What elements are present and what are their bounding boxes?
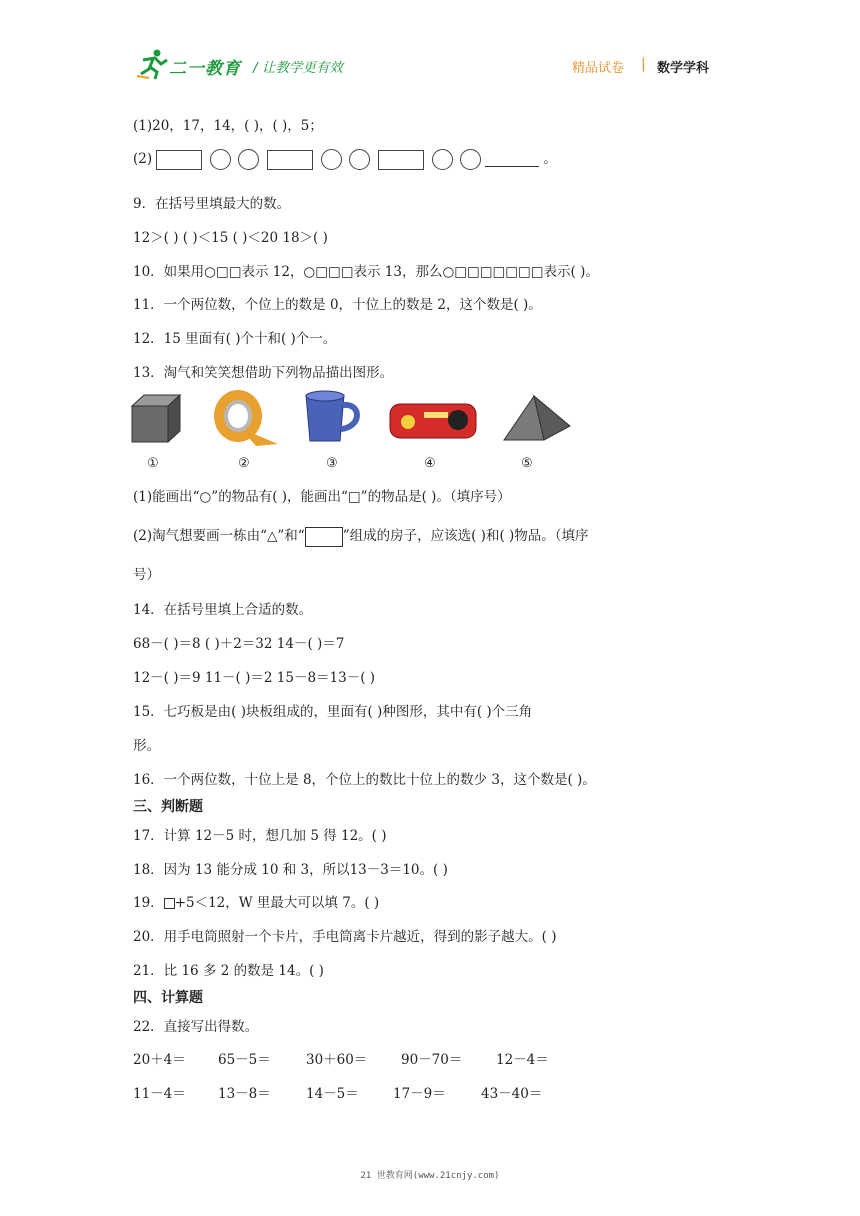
calc-item: 12－4＝ <box>496 1052 549 1068</box>
item-label-5: ⑤ <box>521 456 533 471</box>
q10: 10．如果用○□□表示 12，○□□□表示 13，那么○□□□□□□□表示( )。 <box>133 264 599 280</box>
q18: 18．因为 13 能分成 10 和 3，所以13－3＝10。( ) <box>133 862 448 878</box>
logo-text: 二一教育 <box>169 59 241 79</box>
calc-item: 43－40＝ <box>481 1086 543 1102</box>
calc-item: 11－4＝ <box>133 1086 186 1102</box>
calc-item: 14－5＝ <box>306 1086 359 1102</box>
calc-item: 30＋60＝ <box>306 1052 368 1068</box>
pattern-circle <box>432 149 453 170</box>
q15-line1: 15．七巧板是由( )块板组成的，里面有( )种图形，其中有( )个三角 <box>133 704 533 720</box>
q12: 12．15 里面有( )个十和( )个一。 <box>133 331 337 347</box>
pattern-circle <box>460 149 481 170</box>
header-tag-right: 数学学科 <box>657 61 710 76</box>
q8-part2-prefix: (2) <box>133 151 153 167</box>
q13-part1: (1)能画出“○”的物品有( )，能画出“□”的物品是( )。（填序号） <box>133 489 511 505</box>
q13-title: 13．淘气和笑笑想借助下列物品描出图形。 <box>133 365 394 381</box>
tape-roll-icon <box>210 388 280 448</box>
page-header <box>133 48 723 82</box>
calc-item: 90－70＝ <box>401 1052 463 1068</box>
pyramid-icon <box>500 394 574 444</box>
pattern-circle <box>210 149 231 170</box>
q22-title: 22．直接写出得数。 <box>133 1019 259 1035</box>
pattern-circle <box>238 149 259 170</box>
item-label-4: ④ <box>424 456 436 471</box>
item-label-2: ② <box>238 456 250 471</box>
q8-part2 <box>133 147 557 170</box>
calc-item: 17－9＝ <box>393 1086 446 1102</box>
cube-icon <box>128 392 184 446</box>
q14-title: 14．在括号里填上合适的数。 <box>133 602 313 618</box>
mug-icon <box>300 389 368 445</box>
item-label-1: ① <box>147 456 159 471</box>
calc-item: 13－8＝ <box>218 1086 271 1102</box>
rectangle-shape <box>305 527 343 547</box>
q8-part1: (1)20，17，14，( )，( )，5； <box>133 118 323 134</box>
answer-blank[interactable] <box>485 152 539 167</box>
q9-title: 9．在括号里填最大的数。 <box>133 196 291 212</box>
calc-item: 20＋4＝ <box>133 1052 186 1068</box>
section-judgement: 三、判断题 <box>133 799 203 815</box>
blank-square <box>164 898 175 909</box>
pattern-rectangle <box>378 150 424 170</box>
q13-part2-b: ”组成的房子，应该选( )和( )物品。（填序 <box>342 528 589 544</box>
q14-row2: 12－( )＝9 11－( )＝2 15－8＝13－( ) <box>133 670 376 686</box>
q21: 21．比 16 多 2 的数是 14。( ) <box>133 963 324 979</box>
pencil-case-icon <box>388 398 480 444</box>
q19-text: +5＜12，W 里最大可以填 7。( ) <box>174 895 380 911</box>
q20: 20．用手电筒照射一个卡片，手电筒离卡片越近，得到的影子越大。( ) <box>133 929 557 945</box>
q11: 11．一个两位数，个位上的数是 0，十位上的数是 2，这个数是( )。 <box>133 297 542 313</box>
item-label-3: ③ <box>326 456 338 471</box>
q19-number: 19． <box>133 895 164 911</box>
pattern-circle <box>349 149 370 170</box>
section-calculation: 四、计算题 <box>133 990 203 1006</box>
q16: 16．一个两位数，十位上是 8，个位上的数比十位上的数少 3，这个数是( )。 <box>133 772 596 788</box>
q13-part2 <box>133 524 589 547</box>
q19 <box>133 891 379 911</box>
header-tag-left: 精品试卷 <box>572 61 625 76</box>
slogan: / 让教学更有效 <box>253 60 343 76</box>
page-footer: 21 世教育网(www.21cnjy.com) <box>360 1171 500 1181</box>
runner-logo-icon <box>135 48 169 80</box>
q8-part2-suffix: 。 <box>543 151 557 167</box>
pattern-circle <box>321 149 342 170</box>
q14-row1: 68－( )＝8 ( )＋2＝32 14－( )＝7 <box>133 636 345 652</box>
q13-part2-cont: 号） <box>133 567 160 583</box>
pattern-rectangle <box>156 150 202 170</box>
header-separator: | <box>641 56 646 72</box>
q13-part2-a: (2)淘气想要画一栋由“△”和“ <box>133 528 305 544</box>
calc-item: 65－5＝ <box>218 1052 271 1068</box>
pattern-rectangle <box>267 150 313 170</box>
q17: 17．计算 12－5 时，想几加 5 得 12。( ) <box>133 828 387 844</box>
q15-line2: 形。 <box>133 738 160 754</box>
q9-line: 12＞( ) ( )＜15 ( )＜20 18＞( ) <box>133 230 328 246</box>
